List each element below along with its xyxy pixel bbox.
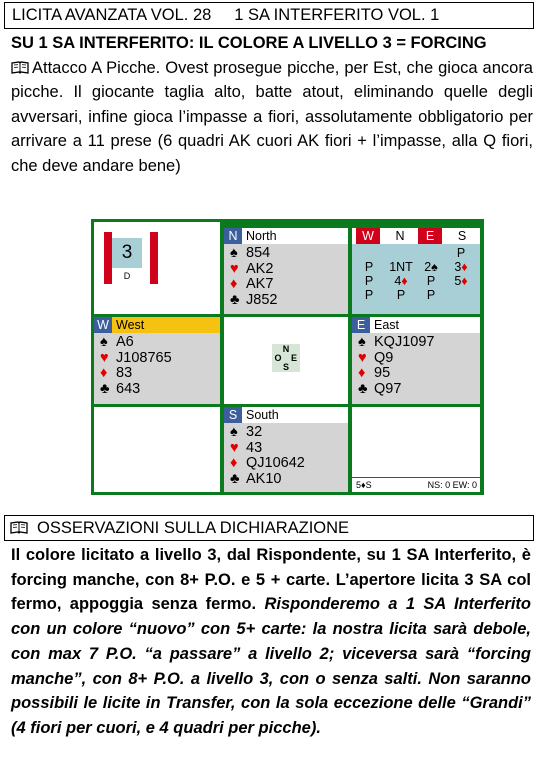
bid-cell: 5♦ [454,274,468,288]
book-icon [10,521,28,534]
east-diamonds: 95 [374,365,391,381]
west-seat-badge: W [94,317,112,333]
west-label [94,317,220,333]
book-icon [11,61,29,74]
empty-cell [94,407,220,492]
bid-cell: 4♦ [394,274,408,288]
bid-cell: 1NT [389,260,413,274]
bid-cell: P [426,274,436,288]
observations-title: OSSERVAZIONI SULLA DICHIARAZIONE [37,519,350,537]
south-spades: 32 [246,424,263,440]
south-name: South [246,408,279,422]
bid-header-south: S [457,229,467,243]
bidding-grid [352,244,480,314]
bid-header-east: E [418,228,442,244]
north-diamonds: AK7 [246,276,274,292]
bid-cell: P [364,260,374,274]
bid-cell: P [426,288,436,302]
dealer-letter: D [123,271,131,281]
north-seat-badge: N [224,228,242,244]
north-spades: 854 [246,245,271,261]
dealer-indicator [104,232,144,284]
heart-icon: ♥ [230,439,239,456]
north-hand [224,228,348,314]
intro-paragraph [11,56,533,179]
diamond-icon: ♦ [230,276,238,292]
spade-icon: ♠ [230,245,238,261]
header-right: 1 SA INTERFERITO VOL. 1 [234,6,440,24]
spade-icon: ♠ [100,334,108,350]
spade-icon: ♠ [230,424,238,440]
bid-cell: 3♦ [454,260,468,274]
west-name: West [116,318,145,332]
result-cell [352,407,480,492]
south-hand [224,407,348,492]
bid-cell: P [364,274,374,288]
diamond-icon: ♦ [100,365,108,381]
north-label [224,228,348,244]
east-hearts: Q9 [374,349,394,366]
south-hearts: 43 [246,439,263,456]
north-hearts: AK2 [246,260,274,277]
heart-icon: ♥ [100,349,109,366]
bid-header-west: W [356,228,380,244]
bridge-board [91,219,484,495]
dealer-cell [94,222,220,314]
west-spades: A6 [116,334,134,350]
club-icon: ♣ [100,380,110,397]
observations-header [4,515,534,541]
observations-plain: Il colore licitato a livello 3, dal Rispondente, su 1 SA Interferito, è forcing manche, con 8+ P.O. e 5 + carte. L’apertore licita 3 SA col fermo, appoggia senza fermo. [11,546,531,614]
north-name: North [246,229,277,243]
board-number: 3 [112,238,142,268]
heart-icon: ♥ [230,260,239,277]
south-seat-badge: S [224,407,242,423]
bidding-box [352,228,480,314]
south-label [224,407,348,423]
bid-cell: P [364,288,374,302]
east-clubs: Q97 [374,380,402,397]
table-center [224,317,348,404]
east-seat-badge: E [352,317,370,333]
intro-section [11,31,533,178]
heart-icon: ♥ [358,349,367,366]
bid-cell: P [456,246,466,260]
bid-cell: 2♠ [424,260,438,274]
bid-cell: P [396,288,406,302]
dealer-bar-right [150,232,158,284]
west-diamonds: 83 [116,365,133,381]
west-hand [94,317,220,404]
diamond-icon: ♦ [230,455,238,471]
south-clubs: AK10 [246,470,282,487]
east-spades: KQJ1097 [374,334,435,350]
east-hand [352,317,480,404]
page-header [4,2,534,29]
club-icon: ♣ [230,291,240,308]
spade-icon: ♠ [358,334,366,350]
west-hearts: J108765 [116,349,172,366]
dealer-bar-left [104,232,112,284]
bid-header-north: N [395,229,405,243]
diamond-icon: ♦ [358,365,366,381]
score-label: NS: 0 EW: 0 [427,480,477,490]
intro-title: SU 1 SA INTERFERITO: IL COLORE A LIVELLO 3 = FORCING [11,34,487,52]
compass-icon: N O E S [272,344,300,372]
east-name: East [374,318,400,332]
status-bar [352,477,480,492]
bidding-header [352,228,480,244]
club-icon: ♣ [358,380,368,397]
observations-italic: Risponderemo a 1 SA Interferito con un colore “nuovo” con 5+ carte: la nostra licita sarà debole, con max 7 P.O. “a passare” a livello 2; viceversa sarà “forcing manche”, con 8+ P.O. a livello 3, con o senza salti. Non saranno possibili le licite in Transfer, con la sola eccezione delle “Grandi” (4 fiori per cuori, e 4 quadri per picche). [11,595,531,737]
north-clubs: J852 [246,291,278,308]
header-left: LICITA AVANZATA VOL. 28 [12,6,212,24]
west-clubs: 643 [116,380,141,397]
observations-body [11,543,531,741]
intro-body: Attacco A Picche. Ovest prosegue picche, per Est, che gioca ancora picche. Il giocante taglia alto, batte atout, eliminando quelle degli avversari, infine gioca l’impasse a fiori, assolutamente obbligatorio per arrivare a 11 prese (6 quadri AK cuori AK fiori + l’impasse, alla Q fiori, che deve andare bene) [11,58,533,175]
east-label [352,317,480,333]
contract-label: 5♦S [356,480,372,490]
south-diamonds: QJ10642 [246,455,305,471]
club-icon: ♣ [230,470,240,487]
